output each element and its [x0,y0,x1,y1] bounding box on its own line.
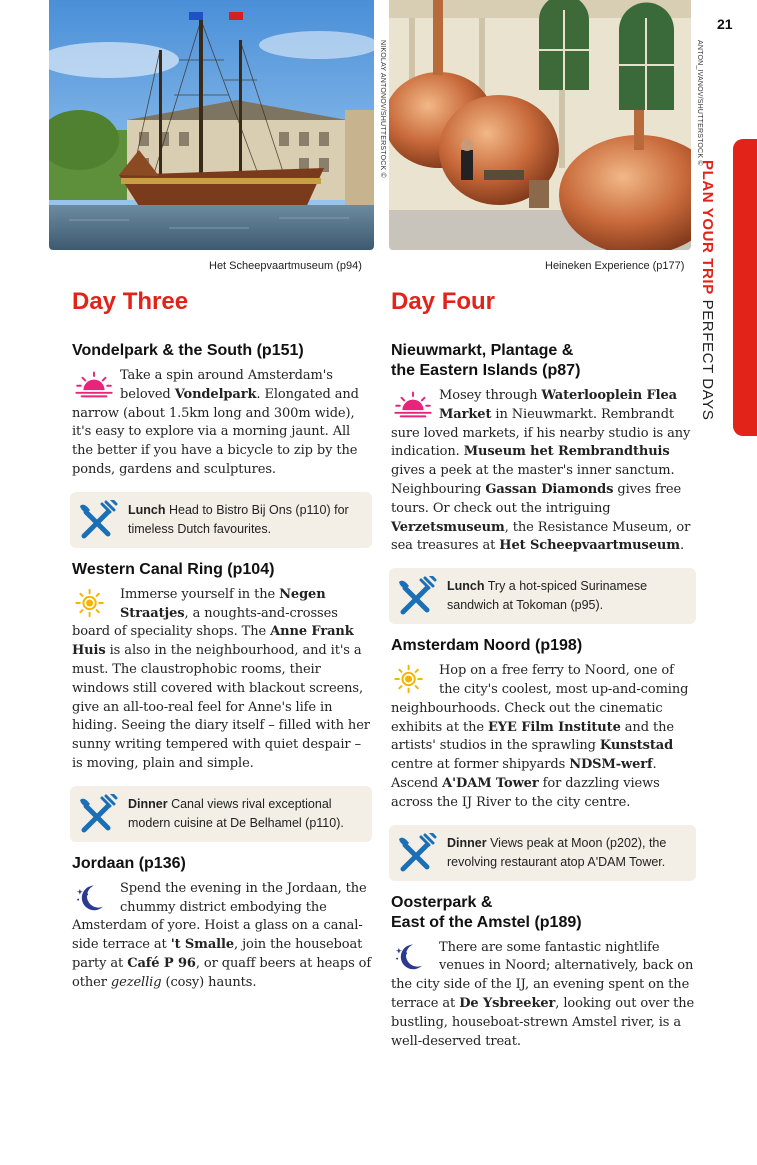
meal-label: Lunch [128,502,166,517]
meal-text: Views peak at Moon (p202), the revolving restaurant atop A'DAM Tower. [447,835,667,869]
ship-museum-image [49,0,374,250]
section-text: Immerse yourself in the Negen Straatjes, a noughts-and-crosses board of speciality shops. The Anne Frank Huis is also in the neighbourhood, and it's a must. The claustrophobic rooms, their windows still covered with blackout screens, give an all-too-real feel for Anne's life in hiding. Seeing the diary itself – filled with her sunny writing tempered with quiet despair – is moving, plain and simple. [72,586,370,771]
meal-text: Canal views rival exceptional modern cuisine at De Belhamel (p110). [128,796,344,830]
day-three-title: Day Three [72,288,189,315]
sun-icon [391,664,435,694]
cutlery-icon [78,794,118,834]
section-amsterdam-noord [391,636,696,812]
day-four-title: Day Four [391,288,496,315]
section-jordaan [72,854,372,993]
chapter-label-light: PERFECT DAYS [699,299,716,421]
meal-box-dinner [70,786,372,842]
cutlery-icon [397,576,437,616]
cutlery-icon [397,833,437,873]
section-title: Amsterdam Noord (p198) [391,637,583,655]
meal-text: Try a hot-spiced Surinamese sandwich at Tokoman (p95). [447,579,648,613]
section-oosterpark [391,893,696,1052]
meal-label: Lunch [447,579,485,594]
section-nieuwmarkt [391,341,696,556]
photo-credit-1: NIKOLAY ANTONOV/SHUTTERSTOCK © [379,40,386,178]
section-title: Jordaan (p136) [72,854,186,872]
cutlery-icon [78,500,118,540]
photo-scheepvaartmuseum [49,0,374,250]
photo-credit-2: ANTON_IVANOV/SHUTTERSTOCK © [696,40,703,166]
photo-heineken-experience [389,0,691,250]
meal-label: Dinner [447,835,487,850]
section-western-canal-ring [72,560,372,774]
section-vondelpark [72,341,372,480]
section-text: Take a spin around Amsterdam's beloved Vondelpark. Elongated and narrow (about 1.5km long and 300m wide), it's easy to explore via a morning jaunt. All the better if you have a bicycle to zip by the ponds, gardens and sculptures. [72,368,359,477]
meal-box-lunch [70,492,372,548]
chapter-label [699,160,739,420]
sunrise-icon [72,369,116,399]
section-text: Spend the evening in the Jordaan, the chummy district embodying the Amsterdam of yore. Hoist a glass on a canal-side terrace at 't Smalle, join the houseboat party at Café P 96, or quaff beers at heaps of other gezellig (cosy) haunts. [72,880,372,990]
section-text: Hop on a free ferry to Noord, one of the city's coolest, most up-and-coming neighbourhoods. Check out the cinematic exhibits at the EYE Film Institute and the artists' studios in the sprawling Kunststad centre at former shipyards NDSM-werf. Ascend A'DAM Tower for dazzling views across the IJ River to the city centre. [391,663,689,810]
day-four-column [391,285,696,1051]
section-title: Oosterpark & East of the Amstel (p189) [391,893,582,931]
photo-caption-1: Het Scheepvaartmuseum (p94) [209,260,362,272]
sunrise-icon [391,389,435,419]
photo-caption-2: Heineken Experience (p177) [545,260,685,272]
meal-label: Dinner [128,796,168,811]
chapter-label-strong: PLAN YOUR TRIP [699,160,716,295]
moon-icon [391,941,435,971]
section-text: Mosey through Waterlooplein Flea Market in Nieuwmarkt. Rembrandt sure loved markets, if his nearby studio is any indication. Museum het Rembrandthuis gives a peek at the master's inner sanctum. Neighbouring Gassan Diamonds gives free tours. Or check out the intriguing Verzetsmuseum, the Resistance Museum, or sea treasures at Het Scheepvaartmuseum. [391,388,691,554]
section-title: Vondelpark & the South (p151) [72,342,304,359]
moon-icon [72,882,116,912]
page-number: 21 [717,16,733,32]
sun-icon [72,588,116,618]
section-text: There are some fantastic nightlife venues in Noord; alternatively, back on the city side of the IJ, an evening spent on the terrace at De Ysbreeker, looking out over the bustling, houseboat-strewn Amstel river, is a well-deserved treat. [391,939,695,1049]
meal-text: Head to Bistro Bij Ons (p110) for timeless Dutch favourites. [128,502,349,536]
section-title: Western Canal Ring (p104) [72,560,275,578]
brewery-image [389,0,691,250]
meal-box-lunch [389,568,696,624]
meal-box-dinner [389,825,696,881]
section-title: Nieuwmarkt, Plantage & the Eastern Islands (p87) [391,342,581,379]
day-three-column [72,285,372,993]
